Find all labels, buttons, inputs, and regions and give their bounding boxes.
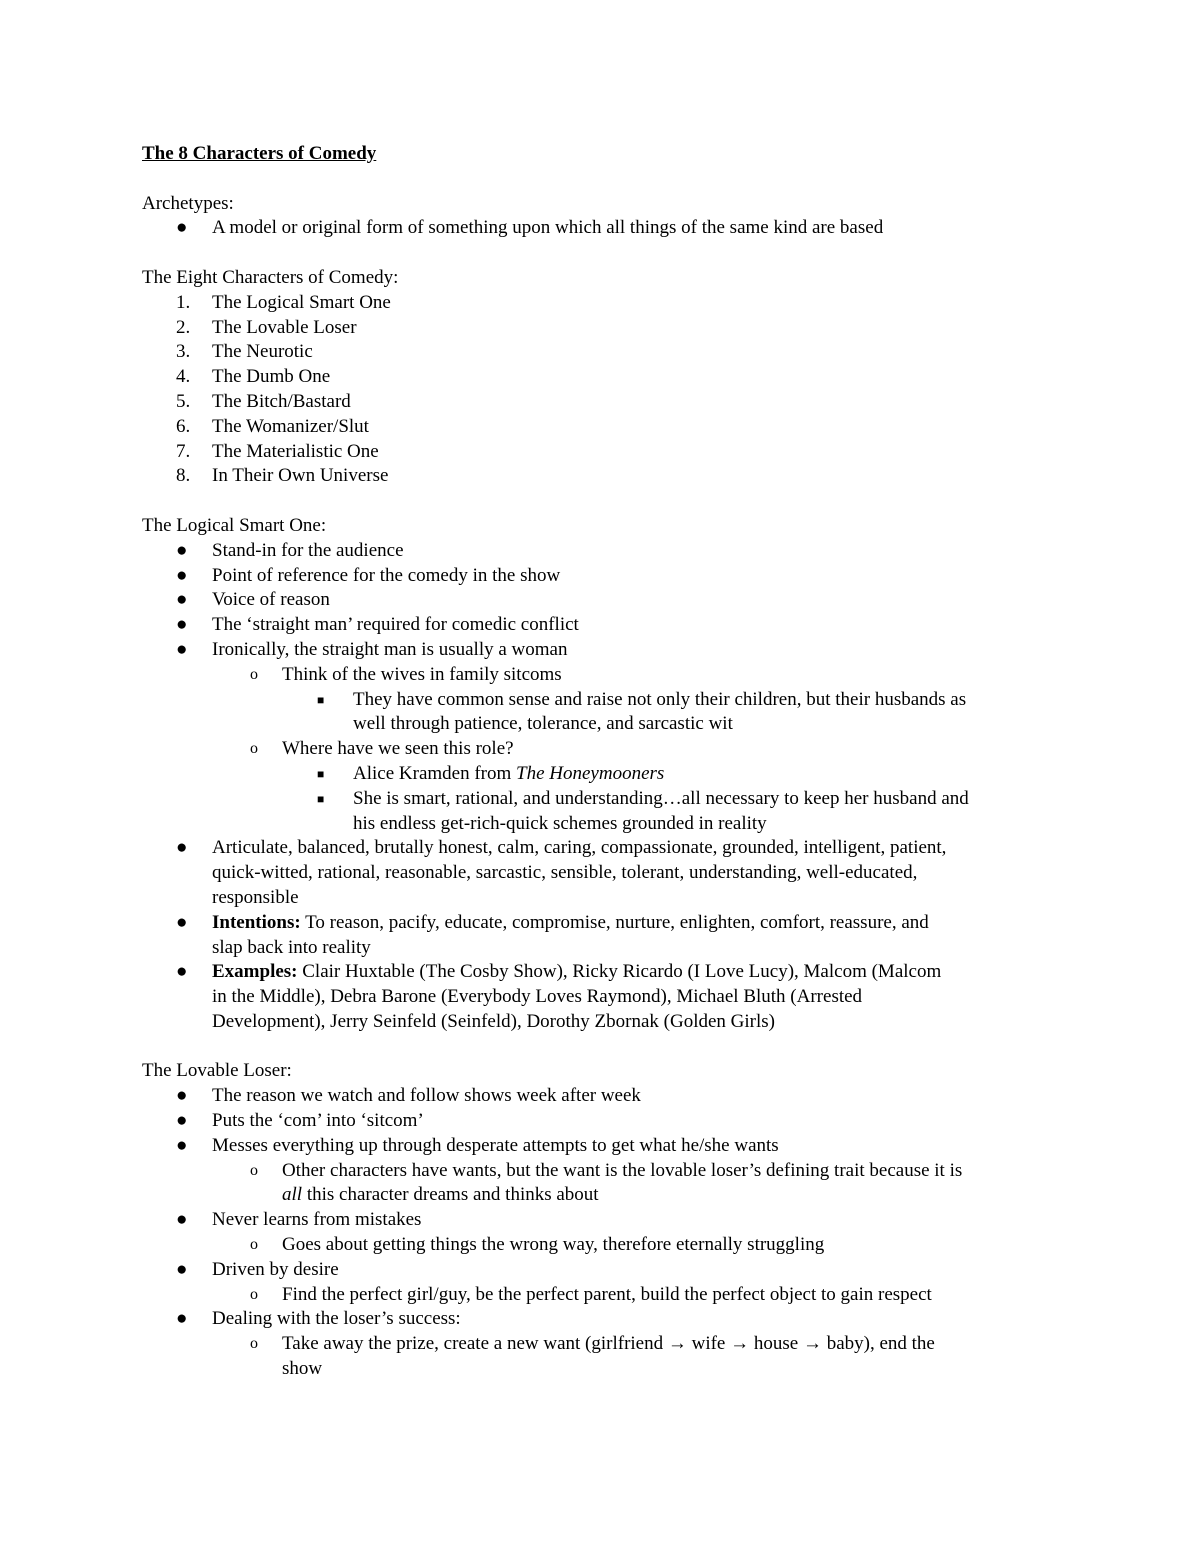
document-title-line xyxy=(142,142,1062,167)
document-title: The 8 Characters of Comedy xyxy=(142,143,377,164)
continuation-line: slap back into reality xyxy=(212,936,371,958)
bullet-icon: ● xyxy=(176,638,188,660)
bullet-icon: ● xyxy=(176,217,188,239)
sub-list-item: o Think of the wives in family sitcoms xyxy=(142,663,1062,688)
list-item: ● Dealing with the loser’s success: xyxy=(142,1307,1062,1332)
numbered-item: 2. The Lovable Loser xyxy=(176,316,357,338)
list-item: ● Never learns from mistakes xyxy=(142,1208,1062,1233)
bullet-icon: ● xyxy=(176,589,188,611)
list-item: ● Articulate, balanced, brutally honest, calm, caring, compassionate, grounded, intelligent, patient, xyxy=(142,836,1062,861)
bullet-icon: ● xyxy=(176,564,188,586)
continuation-line: all this character dreams and thinks about xyxy=(282,1184,599,1206)
bullet-icon: ● xyxy=(176,1110,188,1132)
square-bullet-icon: ■ xyxy=(317,766,325,781)
document-body xyxy=(142,142,1062,1382)
list-item: ● Ironically, the straight man is usually a woman xyxy=(142,638,1062,663)
numbered-item: 5. The Bitch/Bastard xyxy=(176,390,351,412)
list-item: ● Puts the ‘com’ into ‘sitcom’ xyxy=(142,1109,1062,1134)
numbered-item: 3. The Neurotic xyxy=(176,341,313,363)
list-item: ● Point of reference for the comedy in the show xyxy=(142,564,1062,589)
bullet-icon: ● xyxy=(176,614,188,636)
numbered-item: 6. The Womanizer/Slut xyxy=(176,415,369,437)
bullet-icon: ● xyxy=(176,837,188,859)
circle-bullet-icon: o xyxy=(250,665,258,683)
numbered-item: 8. In Their Own Universe xyxy=(176,465,389,487)
sub-list-item: o Where have we seen this role? xyxy=(142,737,1062,762)
continuation-line: responsible xyxy=(212,886,299,908)
bullet-icon: ● xyxy=(176,1258,188,1280)
bullet-icon: ● xyxy=(176,911,188,933)
continuation-line: well through patience, tolerance, and sarcastic wit xyxy=(353,713,733,735)
bullet-icon: ● xyxy=(176,1308,188,1330)
sub-list-item: o Other characters have wants, but the want is the lovable loser’s defining trait because it is xyxy=(142,1159,1062,1184)
circle-bullet-icon: o xyxy=(250,740,258,758)
sub-sub-list-item: ■ Alice Kramden from The Honeymooners xyxy=(142,762,1062,787)
continuation-line: Development), Jerry Seinfeld (Seinfeld), Dorothy Zbornak (Golden Girls) xyxy=(212,1010,775,1032)
eight-characters-heading: The Eight Characters of Comedy: xyxy=(142,266,399,288)
numbered-item: 1. The Logical Smart One xyxy=(176,291,391,313)
sub-list-item: o Find the perfect girl/guy, be the perfect parent, build the perfect object to gain respect xyxy=(142,1283,1062,1308)
continuation-line: show xyxy=(282,1358,323,1380)
archetypes-heading: Archetypes: xyxy=(142,192,234,214)
square-bullet-icon: ■ xyxy=(317,791,325,806)
continuation-line: quick-witted, rational, reasonable, sarcastic, sensible, tolerant, understanding, well-educated, xyxy=(212,862,918,884)
continuation-line: his endless get-rich-quick schemes grounded in reality xyxy=(353,812,767,834)
bullet-icon: ● xyxy=(176,1134,188,1156)
lovable-loser-heading: The Lovable Loser: xyxy=(142,1060,292,1082)
square-bullet-icon: ■ xyxy=(317,692,325,707)
numbered-item: 7. The Materialistic One xyxy=(176,440,379,462)
sub-list-item: o Goes about getting things the wrong way, therefore eternally struggling xyxy=(142,1233,1062,1258)
list-item: ● The ‘straight man’ required for comedic conflict xyxy=(142,613,1062,638)
logical-smart-one-heading: The Logical Smart One: xyxy=(142,514,327,536)
bullet-icon: ● xyxy=(176,961,188,983)
circle-bullet-icon: o xyxy=(250,1236,258,1254)
numbered-item: 4. The Dumb One xyxy=(176,366,331,388)
list-item: ● Driven by desire xyxy=(142,1258,1062,1283)
archetypes-definition: ● A model or original form of something upon which all things of the same kind are based xyxy=(142,216,1062,241)
list-item: ● Messes everything up through desperate attempts to get what he/she wants xyxy=(142,1134,1062,1159)
list-item: ● Stand-in for the audience xyxy=(142,539,1062,564)
list-item: ● The reason we watch and follow shows week after week xyxy=(142,1084,1062,1109)
list-item: ● Intentions: To reason, pacify, educate, compromise, nurture, enlighten, comfort, reassure, and xyxy=(142,911,1062,936)
bullet-icon: ● xyxy=(176,1209,188,1231)
sub-sub-list-item: ■ She is smart, rational, and understanding…all necessary to keep her husband and xyxy=(142,787,1062,812)
circle-bullet-icon: o xyxy=(250,1335,258,1353)
circle-bullet-icon: o xyxy=(250,1161,258,1179)
sub-list-item: o Take away the prize, create a new want (girlfriend → wife → house → baby), end the xyxy=(142,1332,1062,1357)
sub-sub-list-item: ■ They have common sense and raise not only their children, but their husbands as xyxy=(142,688,1062,713)
bullet-icon: ● xyxy=(176,539,188,561)
continuation-line: in the Middle), Debra Barone (Everybody Loves Raymond), Michael Bluth (Arrested xyxy=(212,986,863,1008)
circle-bullet-icon: o xyxy=(250,1285,258,1303)
list-item: ● Voice of reason xyxy=(142,588,1062,613)
bullet-icon: ● xyxy=(176,1085,188,1107)
list-item: ● Examples: Clair Huxtable (The Cosby Show), Ricky Ricardo (I Love Lucy), Malcom (Malcom xyxy=(142,960,1062,985)
